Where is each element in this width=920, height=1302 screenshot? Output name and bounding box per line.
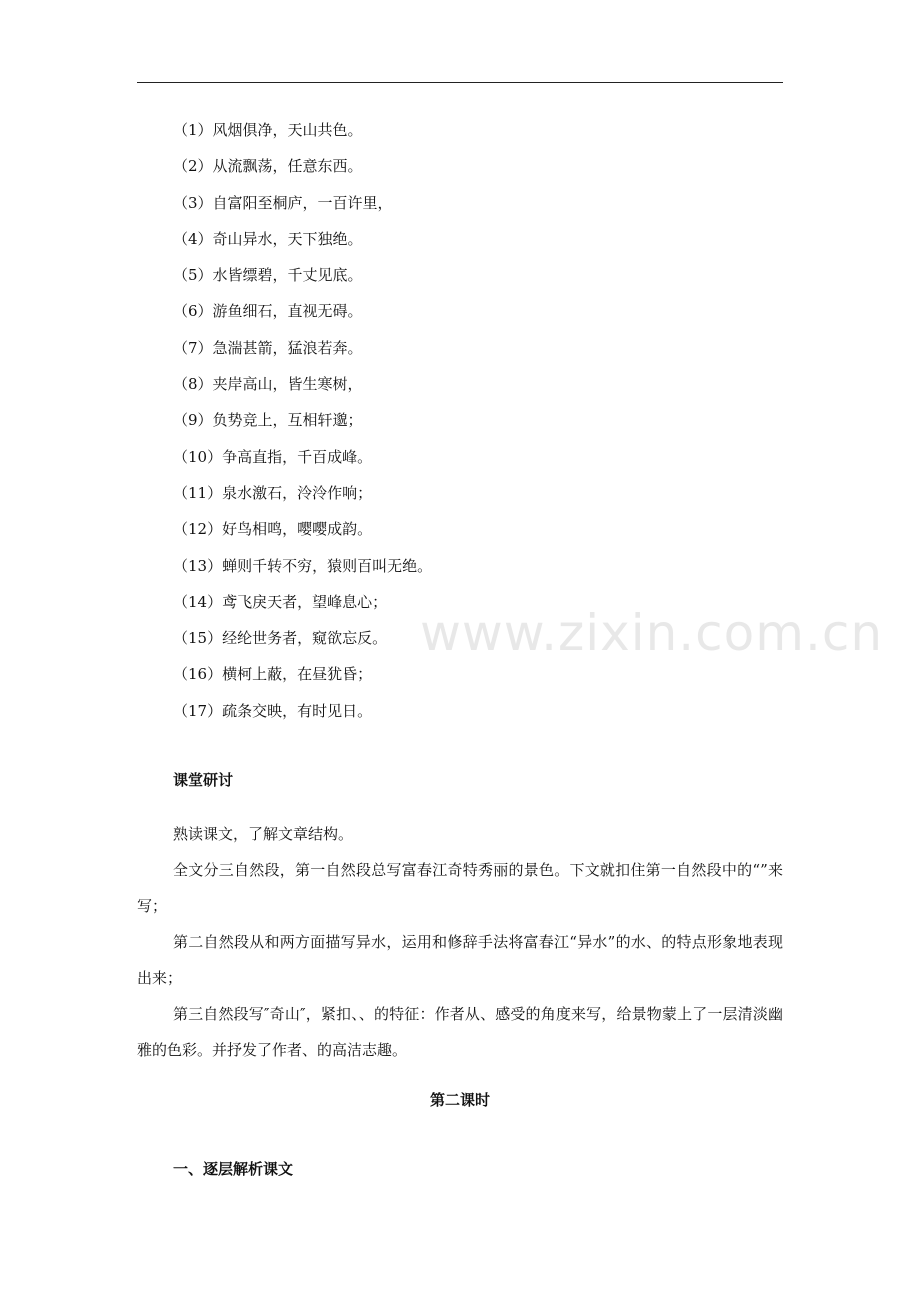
- line-item: （14）鸢飞戾天者，望峰息心；: [173, 592, 388, 611]
- header-rule: [137, 82, 783, 83]
- lesson-title: 第二课时: [429, 1091, 490, 1109]
- paragraph-water: 第二自然段从和两方面描写异水，运用和修辞手法将富春江“异水”的水、的特点形象地表现出来；: [137, 933, 783, 987]
- line-item: （4）奇山异水，天下独绝。: [173, 229, 363, 248]
- paragraph-mountain: 第三自然段写″奇山″，紧扣、、的特征：作者从、感受的角度来写，给景物蒙上了一层清淡幽雅的色彩。并抒发了作者、的高洁志趣。: [137, 1005, 783, 1059]
- line-item: （5）水皆缥碧，千丈见底。: [173, 266, 363, 285]
- section-heading: 课堂研讨: [173, 771, 234, 789]
- line-item: （6）游鱼细石，直视无碍。: [173, 302, 363, 321]
- paragraph-read-text: 熟读课文，了解文章结构。: [173, 825, 354, 843]
- line-item: （7）急湍甚箭，猛浪若奔。: [173, 338, 363, 357]
- line-item: （13）蝉则千转不穷，猿则百叫无绝。: [173, 556, 433, 575]
- line-item: （1）风烟俱净，天山共色。: [173, 121, 363, 139]
- line-item: （11）泉水激石，泠泠作响；: [173, 483, 373, 502]
- line-item: （12）好鸟相鸣，嘤嘤成韵。: [173, 520, 373, 539]
- paragraph-structure: 全文分三自然段，第一自然段总写富春江奇特秀丽的景色。下文就扣住第一自然段中的“”来写；: [137, 861, 783, 915]
- watermark: www.zixin.com.cn: [420, 604, 884, 662]
- line-item: （10）争高直指，千百成峰。: [173, 447, 373, 466]
- line-item: （9）负势竞上，互相轩邈；: [173, 411, 363, 430]
- line-item: （8）夹岸高山，皆生寒树，: [173, 375, 363, 394]
- line-item: （15）经纶世务者，窥欲忘反。: [173, 629, 388, 648]
- line-item: （3）自富阳至桐庐，一百许里，: [173, 193, 393, 212]
- translation-line-list: [173, 116, 432, 733]
- line-item: （2）从流飘荡，任意东西。: [173, 157, 363, 176]
- line-item: （16）横柯上蔽，在昼犹昏；: [173, 665, 373, 684]
- line-item: （17）疏条交映，有时见日。: [173, 701, 373, 720]
- subheading: 一、逐层解析课文: [173, 1160, 294, 1178]
